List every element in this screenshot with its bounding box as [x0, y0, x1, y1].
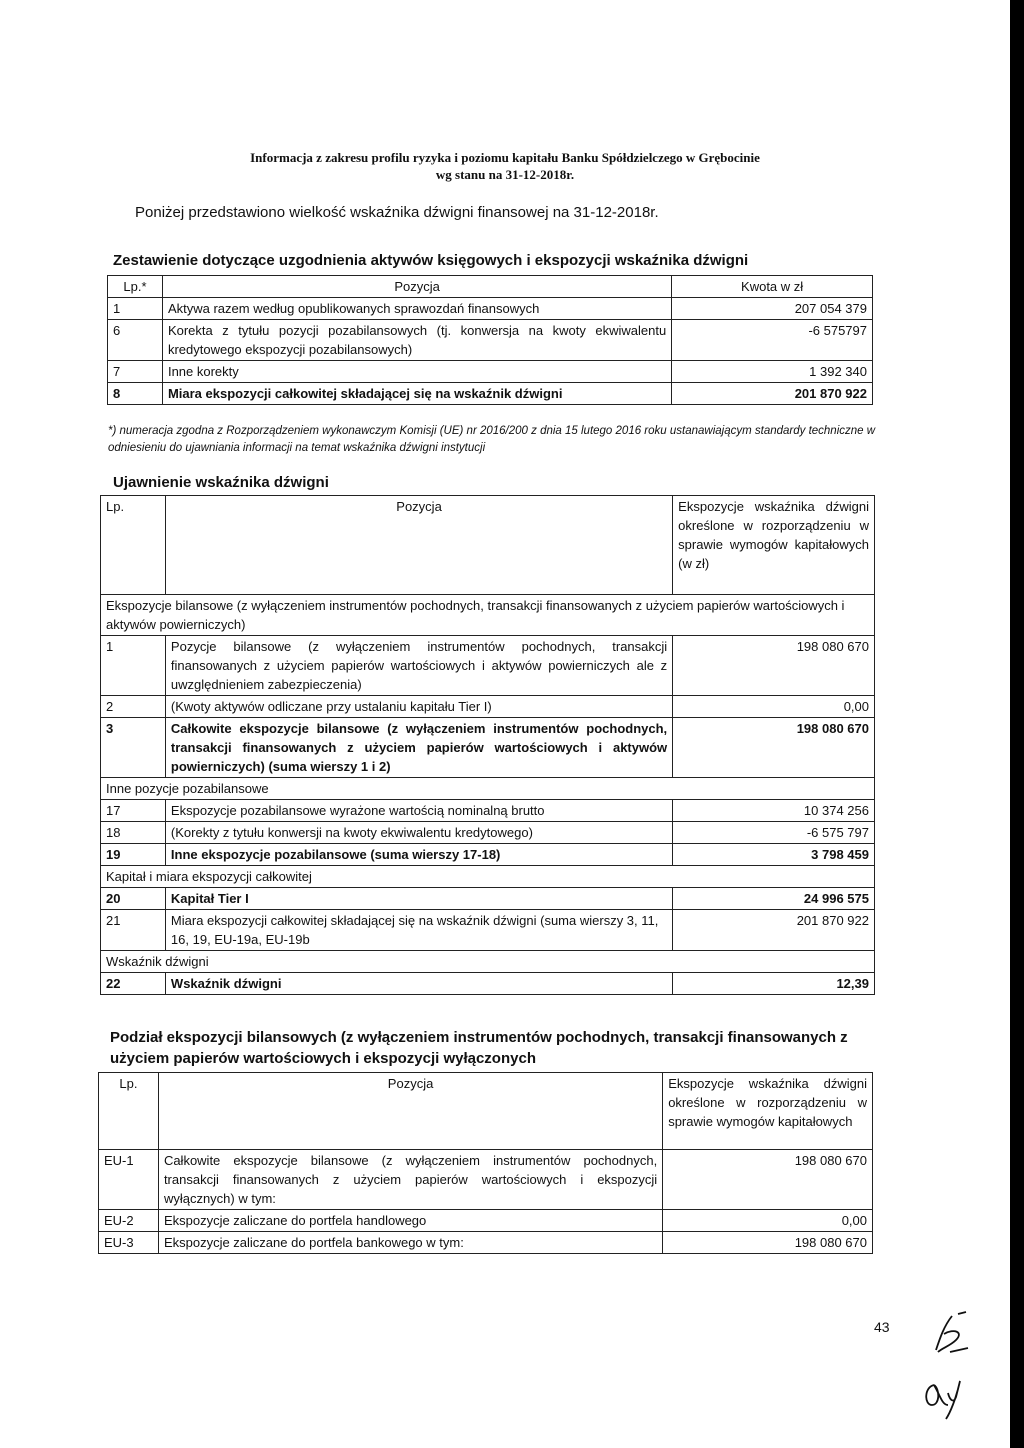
- signature-initials-2: [920, 1375, 970, 1423]
- cell-kwota: 207 054 379: [672, 298, 873, 320]
- header-pozycja: Pozycja: [165, 496, 672, 595]
- cell-lp: 1: [101, 636, 166, 696]
- cell-kwota: 201 870 922: [672, 383, 873, 405]
- cell-lp: 22: [101, 973, 166, 995]
- cell-kwota: 198 080 670: [673, 718, 875, 778]
- intro-text: Poniżej przedstawiono wielkość wskaźnika dźwigni finansowej na 31-12-2018r.: [135, 204, 659, 221]
- header-kwota: Kwota w zł: [672, 276, 873, 298]
- cell-pozycja: Inne ekspozycje pozabilansowe (suma wierszy 17-18): [165, 844, 672, 866]
- cell-pozycja: Miara ekspozycji całkowitej składającej się na wskaźnik dźwigni (suma wierszy 3, 11, 16, 19, EU-19a, EU-19b: [165, 910, 672, 951]
- table-row: [101, 718, 875, 778]
- table-row: [99, 1150, 873, 1210]
- cell-lp: EU-3: [99, 1232, 159, 1254]
- cell-pozycja: Pozycje bilansowe (z wyłączeniem instrumentów pochodnych, transakcji finansowanych z użyciem papierów wartościowych i aktywów powierniczych ale z uwzględnieniem zabezpieczenia): [165, 636, 672, 696]
- cell-kwota: 198 080 670: [673, 636, 875, 696]
- cell-pozycja: Ekspozycje zaliczane do portfela handlowego: [158, 1210, 662, 1232]
- cell-kwota: 24 996 575: [673, 888, 875, 910]
- cell-kwota: 10 374 256: [673, 800, 875, 822]
- cell-kwota: 201 870 922: [673, 910, 875, 951]
- table-row: [99, 1232, 873, 1254]
- signature-initials-1: [928, 1308, 978, 1358]
- table-row: [101, 844, 875, 866]
- cell-kwota: 1 392 340: [672, 361, 873, 383]
- cell-pozycja: Wskaźnik dźwigni: [165, 973, 672, 995]
- cell-pozycja: Całkowite ekspozycje bilansowe (z wyłączeniem instrumentów pochodnych, transakcji finansowanych z użyciem papierów wartościowych i ekspozycji wyłącznych) w tym:: [158, 1150, 662, 1210]
- table-row: [108, 383, 873, 405]
- cell-pozycja: Kapitał Tier I: [165, 888, 672, 910]
- cell-pozycja: Ekspozycje pozabilansowe wyrażone wartością nominalną brutto: [165, 800, 672, 822]
- page-number: 43: [874, 1319, 890, 1335]
- section-title-leverage: Ujawnienie wskaźnika dźwigni: [113, 474, 329, 491]
- cell-lp: 3: [101, 718, 166, 778]
- footnote: *) numeracja zgodna z Rozporządzeniem wykonawczym Komisji (UE) nr 2016/200 z dnia 15 lutego 2016 roku ustanawiającym standardy techniczne w odniesieniu do ujawniania informacji na temat wskaźnika dźwigni instytucji: [108, 425, 876, 454]
- table-row: [108, 320, 873, 361]
- table-row: [101, 910, 875, 951]
- table-row: [108, 361, 873, 383]
- group-row: [101, 951, 875, 973]
- cell-pozycja: Aktywa razem według opublikowanych sprawozdań finansowych: [162, 298, 671, 320]
- cell-kwota: -6 575 797: [673, 822, 875, 844]
- cell-kwota: 3 798 459: [673, 844, 875, 866]
- cell-kwota: 198 080 670: [663, 1232, 873, 1254]
- table-header-row: [108, 276, 873, 298]
- header-lp: Lp.: [99, 1073, 159, 1150]
- table-row: [101, 636, 875, 696]
- cell-pozycja: (Korekty z tytułu konwersji na kwoty ekwiwalentu kredytowego): [165, 822, 672, 844]
- group-row: [101, 778, 875, 800]
- header-ekspozycje: Ekspozycje wskaźnika dźwigni określone w rozporządzeniu w sprawie wymogów kapitałowych (w zł): [673, 496, 875, 595]
- cell-kwota: 12,39: [673, 973, 875, 995]
- cell-lp: 8: [108, 383, 163, 405]
- header-lp: Lp.*: [108, 276, 163, 298]
- cell-pozycja: (Kwoty aktywów odliczane przy ustalaniu kapitału Tier I): [165, 696, 672, 718]
- group-label: Ekspozycje bilansowe (z wyłączeniem instrumentów pochodnych, transakcji finansowanych z użyciem papierów wartościowych i aktywów powierniczych): [101, 595, 875, 636]
- table-row: [101, 973, 875, 995]
- group-row: [101, 595, 875, 636]
- reconciliation-table: [107, 275, 873, 405]
- cell-lp: 20: [101, 888, 166, 910]
- table-row: [101, 696, 875, 718]
- header-pozycja: Pozycja: [158, 1073, 662, 1150]
- header-ekspozycje: Ekspozycje wskaźnika dźwigni określone w rozporządzeniu w sprawie wymogów kapitałowych: [663, 1073, 873, 1150]
- breakdown-table: [98, 1072, 873, 1254]
- group-label: Wskaźnik dźwigni: [101, 951, 875, 973]
- group-label: Kapitał i miara ekspozycji całkowitej: [101, 866, 875, 888]
- header-lp: Lp.: [101, 496, 166, 595]
- document-subtitle: wg stanu na 31-12-2018r.: [435, 167, 575, 182]
- scan-edge: [1010, 0, 1024, 1448]
- cell-pozycja: Inne korekty: [162, 361, 671, 383]
- cell-pozycja: Ekspozycje zaliczane do portfela bankowego w tym:: [158, 1232, 662, 1254]
- cell-lp: 1: [108, 298, 163, 320]
- table-row: [99, 1210, 873, 1232]
- cell-lp: 6: [108, 320, 163, 361]
- document-title: Informacja z zakresu profilu ryzyka i poziomu kapitału Banku Spółdzielczego w Grębocinie: [250, 150, 760, 165]
- leverage-table: [100, 495, 875, 995]
- table-header-row: [101, 496, 875, 595]
- cell-kwota: 0,00: [673, 696, 875, 718]
- table-row: [101, 888, 875, 910]
- cell-pozycja: Korekta z tytułu pozycji pozabilansowych (tj. konwersja na kwoty ekwiwalentu kredytowego ekspozycji pozabilansowych): [162, 320, 671, 361]
- table-row: [101, 822, 875, 844]
- cell-lp: 21: [101, 910, 166, 951]
- cell-lp: 17: [101, 800, 166, 822]
- cell-lp: 18: [101, 822, 166, 844]
- header-pozycja: Pozycja: [162, 276, 671, 298]
- cell-lp: EU-2: [99, 1210, 159, 1232]
- group-row: [101, 866, 875, 888]
- cell-lp: EU-1: [99, 1150, 159, 1210]
- section-title-reconciliation: Zestawienie dotyczące uzgodnienia aktywów księgowych i ekspozycji wskaźnika dźwigni: [113, 252, 749, 269]
- table-header-row: [99, 1073, 873, 1150]
- table-row: [108, 298, 873, 320]
- cell-kwota: -6 575797: [672, 320, 873, 361]
- cell-lp: 7: [108, 361, 163, 383]
- cell-lp: 19: [101, 844, 166, 866]
- table-row: [101, 800, 875, 822]
- cell-pozycja: Miara ekspozycji całkowitej składającej się na wskaźnik dźwigni: [162, 383, 671, 405]
- cell-lp: 2: [101, 696, 166, 718]
- section-title-breakdown: Podział ekspozycji bilansowych (z wyłączeniem instrumentów pochodnych, transakcji finansowanych z użyciem papierów wartościowych i ekspozycji wyłączonych: [110, 1029, 848, 1067]
- cell-pozycja: Całkowite ekspozycje bilansowe (z wyłączeniem instrumentów pochodnych, transakcji finansowanych z użyciem papierów wartościowych i aktywów powierniczych) (suma wierszy 1 i 2): [165, 718, 672, 778]
- cell-kwota: 0,00: [663, 1210, 873, 1232]
- group-label: Inne pozycje pozabilansowe: [101, 778, 875, 800]
- cell-kwota: 198 080 670: [663, 1150, 873, 1210]
